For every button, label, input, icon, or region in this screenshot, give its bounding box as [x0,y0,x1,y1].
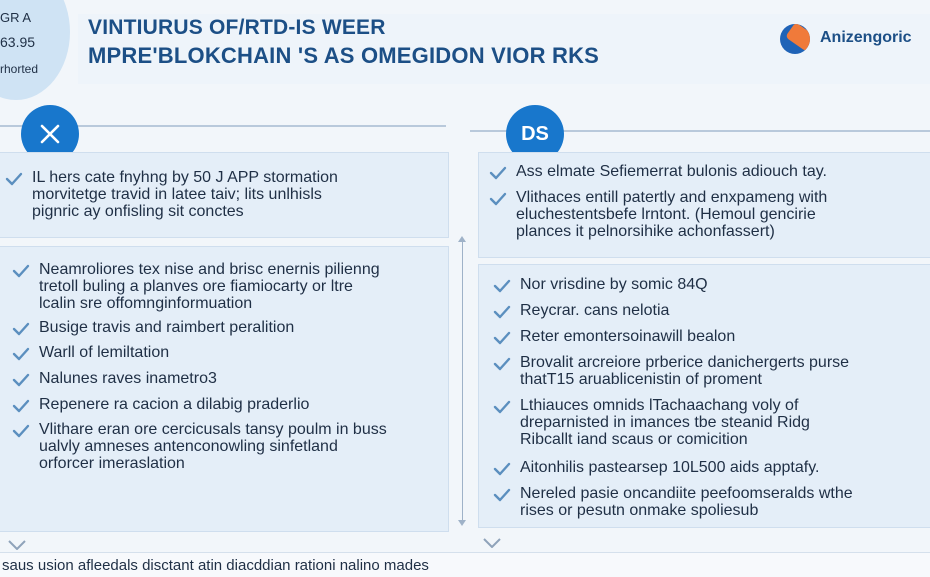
list-item-text: Reycrar. cans nelotia [520,302,670,319]
list-item-text: Aitonhilis pastearsep 10L500 aids apptafy. [520,459,820,476]
checkmark-icon [493,355,511,373]
checkmark-icon [489,190,507,208]
list-item-text: Repenere ra cacion a dilabig praderlio [39,396,310,413]
checkmark-icon [12,397,30,415]
list-item-text: Brovalit arcreiore prberice danichergerts purse thatT15 aruablicenistin of proment [520,354,850,388]
checkmark-icon [12,345,30,363]
checkmark-icon [5,170,23,188]
checkmark-icon [493,277,511,295]
checkmark-icon [493,303,511,321]
checkmark-icon [12,422,30,440]
list-item-text: Nalunes raves inametro3 [39,370,217,387]
page-title-line-1: VINTIURUS OF/RTD-IS WEER [88,16,386,39]
footer-bar [0,552,930,577]
list-item-text: Nereled pasie oncandiite peefoomseralds wthe rises or pesutn onmake spoliesub [520,485,853,519]
right-summary-card [478,152,930,258]
footer-text: saus usion afleedals disctant atin diacddian rationi nalino mades [2,557,429,574]
badge-value: 63.95 [0,34,36,50]
logo-mark-icon [780,24,810,54]
list-item-text: Lthiauces omnids lTachaachang voly of dreparnisted in imances tbe steanid Ridg Ribcallt iand scaus or comicition [520,397,810,448]
badge-label: GR A [0,10,32,25]
list-item-text: Busige travis and raimbert peralition [39,319,295,336]
corner-badge [0,0,70,100]
list-item-text: Vlithare eran ore cercicusals tansy poulm in buss ualvly amneses antenconowling sinfetland orforcer imeraslation [39,421,387,472]
left-summary-card [0,152,449,238]
list-item-text: Neamroliores tex nise and brisc enernis pilienng tretoll buling a planves ore fiamiocarty or ltre lcalin sre offomnginformuation [39,261,380,312]
checkmark-icon [12,262,30,280]
page-title-line-2: MPRE'BLOKCHAIN 'S AS OMEGIDON VIOR RKS [88,43,600,68]
list-item-text: Warll of lemiltation [39,344,170,361]
checkmark-icon [493,460,511,478]
checkmark-icon [493,329,511,347]
chevron-down-icon[interactable] [8,540,26,550]
checkmark-icon [12,371,30,389]
list-item-text: Reter emontersoinawill bealon [520,328,736,345]
badge-caption: rhorted [0,62,39,76]
close-x-icon [37,121,63,147]
checkmark-icon [489,164,507,182]
brand-name: Anizengoric [820,29,912,46]
list-item-text: Ass elmate Sefiemerrat bulonis adiouch tay. [516,163,827,180]
left-detail-card [0,246,449,532]
checkmark-icon [493,486,511,504]
right-section-icon-label: DS [521,122,549,145]
list-item-text: Vlithaces entill patertly and enxpameng with eluchestentsbefe lrntont. (Hemoul gencirie plances it pelnorsihike achonfassert) [516,189,828,240]
column-connector [462,240,463,522]
right-detail-card [478,264,930,528]
list-item-text: IL hers cate fnyhng by 50 J APP stormation morvitetge travid in latee taiv; lits unlhisls pignric ay onfisling sit conctes [32,169,338,220]
checkmark-icon [12,320,30,338]
list-item-text: Nor vrisdine by somic 84Q [520,276,708,293]
chevron-down-icon[interactable] [483,538,501,548]
checkmark-icon [493,398,511,416]
